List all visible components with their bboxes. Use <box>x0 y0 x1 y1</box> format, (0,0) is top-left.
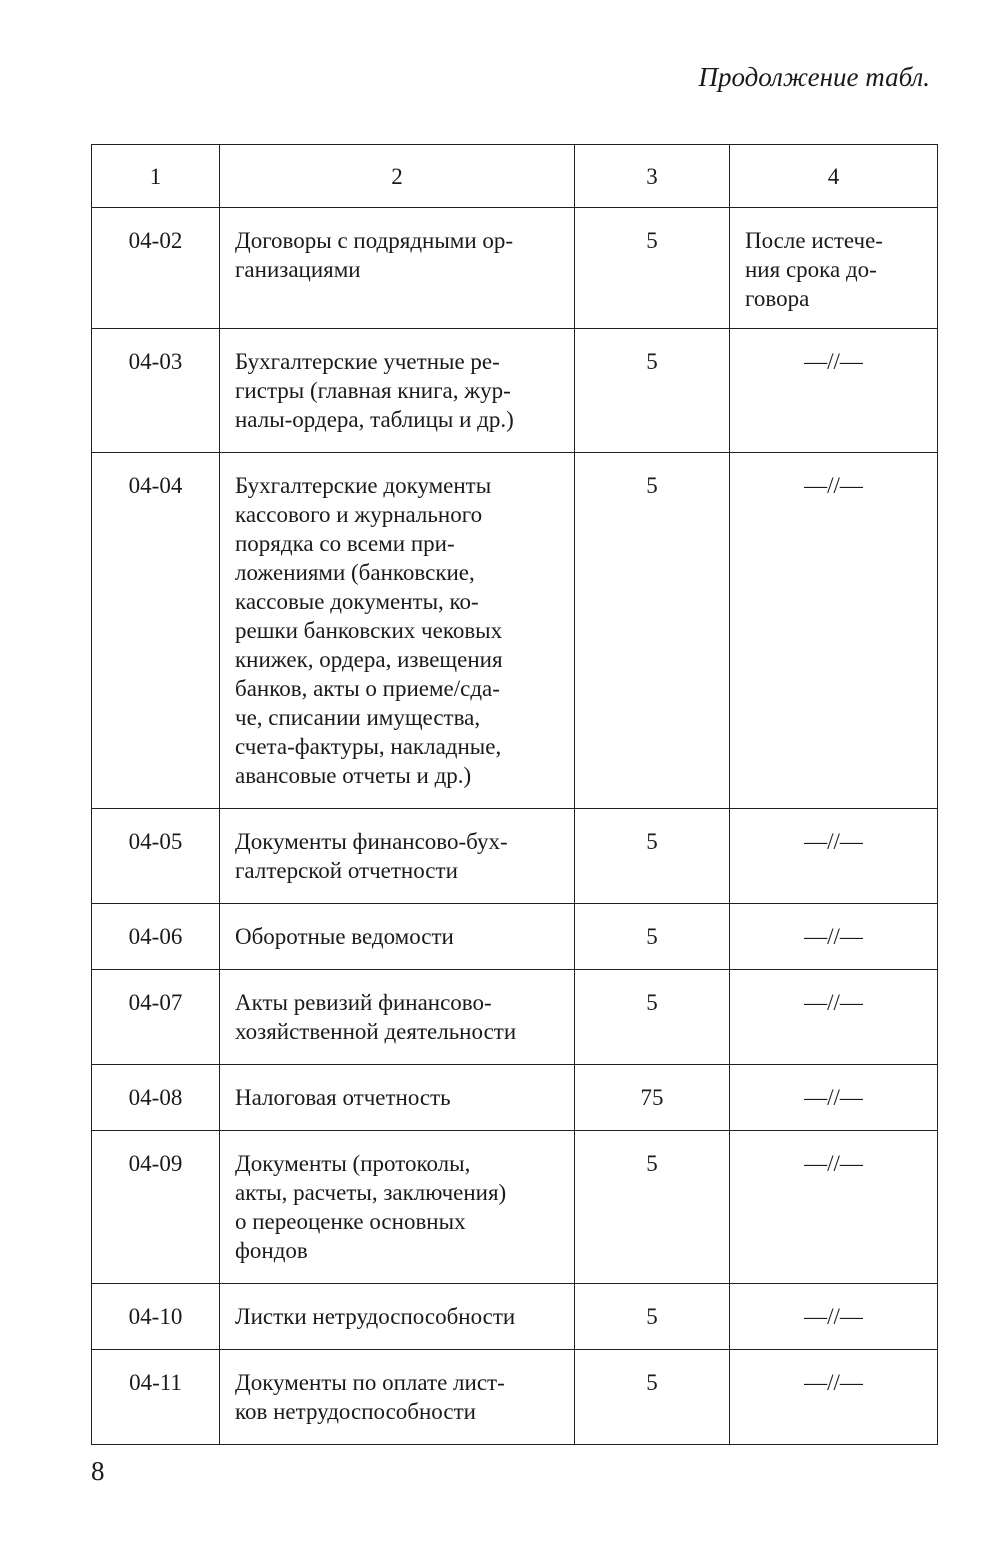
row-note-ditto: —//— <box>730 904 938 970</box>
description-line: книжек, ордера, извещения <box>235 647 503 672</box>
table-header-row <box>92 145 938 208</box>
row-note-ditto: —//— <box>730 1284 938 1350</box>
description-line: Документы финансово-бух- <box>235 829 508 854</box>
row-description <box>220 329 575 453</box>
column-header-2: 2 <box>220 145 575 208</box>
row-retention-years: 5 <box>575 208 730 329</box>
description-line: Бухгалтерские документы <box>235 473 492 498</box>
description-line: налы-ордера, таблицы и др.) <box>235 407 514 432</box>
description-line: акты, расчеты, заключения) <box>235 1180 507 1205</box>
row-code: 04-11 <box>92 1350 220 1445</box>
description-line: кассового и журнального <box>235 502 483 527</box>
description-line: о переоценке основных <box>235 1209 466 1234</box>
column-header-4: 4 <box>730 145 938 208</box>
description-line: счета-фактуры, накладные, <box>235 734 502 759</box>
row-code: 04-03 <box>92 329 220 453</box>
row-description <box>220 208 575 329</box>
row-note-ditto: —//— <box>730 1350 938 1445</box>
description-line: решки банковских чековых <box>235 618 503 643</box>
row-description <box>220 809 575 904</box>
row-retention-years: 5 <box>575 1131 730 1284</box>
note-line: говора <box>745 286 810 311</box>
description-line: банков, акты о приеме/сда- <box>235 676 500 701</box>
table-row <box>92 809 938 904</box>
row-code: 04-08 <box>92 1065 220 1131</box>
row-retention-years: 5 <box>575 1284 730 1350</box>
column-header-1: 1 <box>92 145 220 208</box>
row-note-ditto: —//— <box>730 453 938 809</box>
description-line: Документы (протоколы, <box>235 1151 471 1176</box>
description-line: ков нетрудоспособности <box>235 1399 476 1424</box>
description-line: Акты ревизий финансово- <box>235 990 492 1015</box>
row-retention-years: 5 <box>575 904 730 970</box>
table-row <box>92 1065 938 1131</box>
row-description <box>220 904 575 970</box>
page-number: 8 <box>91 1456 105 1486</box>
row-retention-years: 5 <box>575 809 730 904</box>
row-code: 04-07 <box>92 970 220 1065</box>
row-retention-years: 75 <box>575 1065 730 1131</box>
table-row <box>92 329 938 453</box>
description-line: ложениями (банковские, <box>235 560 475 585</box>
row-code: 04-04 <box>92 453 220 809</box>
description-line: Листки нетрудоспособности <box>235 1304 516 1329</box>
description-line: Бухгалтерские учетные ре- <box>235 349 500 374</box>
row-description <box>220 453 575 809</box>
table-row <box>92 1284 938 1350</box>
row-note-ditto: —//— <box>730 970 938 1065</box>
records-retention-table <box>91 144 938 1445</box>
row-code: 04-05 <box>92 809 220 904</box>
note-line: После истече- <box>745 228 883 253</box>
description-line: галтерской отчетности <box>235 858 458 883</box>
description-line: Налоговая отчетность <box>235 1085 451 1110</box>
row-retention-years: 5 <box>575 1350 730 1445</box>
description-line: кассовые документы, ко- <box>235 589 479 614</box>
description-line: ганизациями <box>235 257 361 282</box>
table-row <box>92 904 938 970</box>
description-line: Договоры с подрядными ор- <box>235 228 514 253</box>
row-description <box>220 1284 575 1350</box>
column-header-3: 3 <box>575 145 730 208</box>
row-note-ditto: —//— <box>730 329 938 453</box>
table-row <box>92 970 938 1065</box>
row-description <box>220 1065 575 1131</box>
description-line: хозяйственной деятельности <box>235 1019 517 1044</box>
row-note-ditto: —//— <box>730 809 938 904</box>
row-note-ditto: —//— <box>730 1131 938 1284</box>
row-code: 04-06 <box>92 904 220 970</box>
row-note <box>730 208 938 329</box>
continuation-caption: Продолжение табл. <box>698 62 930 92</box>
description-line: Документы по оплате лист- <box>235 1370 505 1395</box>
row-retention-years: 5 <box>575 329 730 453</box>
description-line: че, списании имущества, <box>235 705 481 730</box>
description-line: порядка со всеми при- <box>235 531 455 556</box>
row-code: 04-02 <box>92 208 220 329</box>
row-retention-years: 5 <box>575 453 730 809</box>
row-code: 04-09 <box>92 1131 220 1284</box>
table-row <box>92 208 938 329</box>
note-line: ния срока до- <box>745 257 877 282</box>
description-line: Оборотные ведомости <box>235 924 454 949</box>
row-note-ditto: —//— <box>730 1065 938 1131</box>
row-description <box>220 1131 575 1284</box>
row-description <box>220 1350 575 1445</box>
description-line: гистры (главная книга, жур- <box>235 378 511 403</box>
table-row <box>92 1131 938 1284</box>
row-retention-years: 5 <box>575 970 730 1065</box>
description-line: фондов <box>235 1238 308 1263</box>
description-line: авансовые отчеты и др.) <box>235 763 472 788</box>
table-row <box>92 453 938 809</box>
table-row <box>92 1350 938 1445</box>
row-code: 04-10 <box>92 1284 220 1350</box>
row-description <box>220 970 575 1065</box>
